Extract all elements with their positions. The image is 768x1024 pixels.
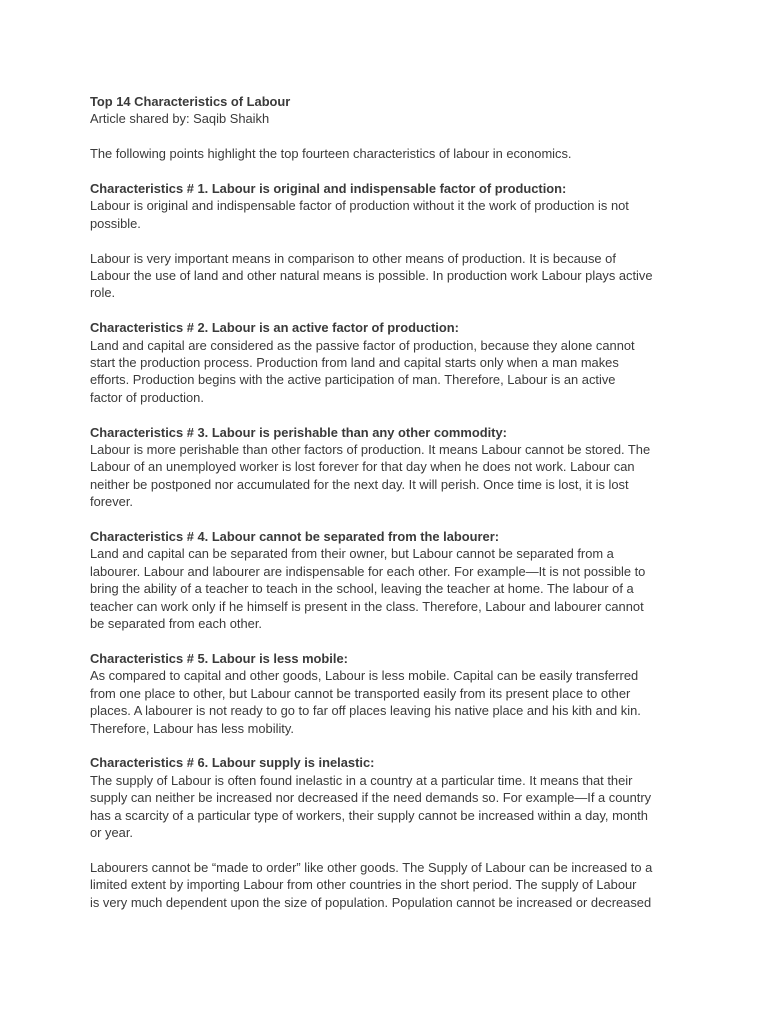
paragraph-line: supply can neither be increased nor decreased if the need demands so. For example—If a country	[90, 790, 652, 806]
spacer	[90, 841, 680, 858]
paragraph-line: Labourers cannot be “made to order” like other goods. The Supply of Labour can be increased to a	[90, 859, 653, 875]
paragraph-line: neither be postponed nor accumulated for the next day. It will perish. Once time is lost, it is lost	[90, 476, 629, 492]
spacer	[90, 633, 680, 650]
paragraph-line: Land and capital can be separated from their owner, but Labour cannot be separated from a	[90, 546, 614, 562]
paragraph-line: Labour is original and indispensable factor of production without it the work of production is not	[90, 198, 629, 214]
paragraph-line: forever.	[90, 494, 133, 510]
paragraph-line: As compared to capital and other goods, Labour is less mobile. Capital can be easily transferred	[90, 668, 639, 684]
paragraph-line: Labour the use of land and other natural means is possible. In production work Labour plays active	[90, 268, 653, 284]
section-heading-3: Characteristics # 3. Labour is perishable than any other commodity:	[90, 424, 507, 440]
section-heading-2: Characteristics # 2. Labour is an active factor of production:	[90, 320, 459, 336]
section-heading-4: Characteristics # 4. Labour cannot be separated from the labourer:	[90, 529, 500, 545]
paragraph-line: Labour of an unemployed worker is lost forever for that day when he does not work. Labour can	[90, 459, 635, 475]
spacer	[90, 128, 680, 145]
paragraph-line: be separated from each other.	[90, 616, 262, 632]
paragraph-line: Labour is very important means in comparison to other means of production. It is because of	[90, 250, 616, 266]
spacer	[90, 232, 680, 249]
paragraph-line: labourer. Labour and labourer are indispensable for each other. For example—It is not possible to	[90, 563, 646, 579]
spacer	[90, 302, 680, 319]
paragraph-line: is very much dependent upon the size of population. Population cannot be increased or decreased	[90, 894, 652, 910]
paragraph-line: factor of production.	[90, 389, 204, 405]
paragraph-line: start the production process. Production from land and capital starts only when a man makes	[90, 355, 619, 371]
paragraph-line: Labour is more perishable than other factors of production. It means Labour cannot be stored. The	[90, 442, 651, 458]
section-heading-6: Characteristics # 6. Labour supply is inelastic:	[90, 755, 375, 771]
paragraph-line: The supply of Labour is often found inelastic in a country at a particular time. It means that their	[90, 772, 633, 788]
section-heading-5: Characteristics # 5. Labour is less mobile:	[90, 650, 348, 666]
spacer	[90, 737, 680, 754]
paragraph-line: efforts. Production begins with the active participation of man. Therefore, Labour is an active	[90, 372, 616, 388]
spacer	[90, 163, 680, 180]
paragraph-line: has a scarcity of a particular type of workers, their supply cannot be increased within a day, month	[90, 807, 648, 823]
paragraph-line: Therefore, Labour has less mobility.	[90, 720, 294, 736]
article-title: Top 14 Characteristics of Labour	[90, 94, 291, 109]
section-heading-1: Characteristics # 1. Labour is original and indispensable factor of production:	[90, 181, 567, 196]
paragraph-line: teacher can work only if he himself is present in the class. Therefore, Labour and labourer cannot	[90, 598, 644, 614]
spacer	[90, 406, 680, 423]
article-byline: Article shared by: Saqib Shaikh	[90, 111, 270, 127]
paragraph-line: possible.	[90, 215, 141, 231]
paragraph-line: Land and capital are considered as the passive factor of production, because they alone cannot	[90, 337, 635, 353]
paragraph-line: or year.	[90, 824, 133, 840]
paragraph-line: bring the ability of a teacher to teach in the school, leaving the teacher at home. The labour of a	[90, 581, 634, 597]
paragraph-line: role.	[90, 285, 116, 301]
article-intro: The following points highlight the top fourteen characteristics of labour in economics.	[90, 146, 572, 162]
paragraph-line: limited extent by importing Labour from other countries in the short period. The supply of Labour	[90, 877, 637, 893]
spacer	[90, 511, 680, 528]
paragraph-line: places. A labourer is not ready to go to far off places leaving his native place and his kith and kin.	[90, 703, 641, 719]
paragraph-line: from one place to other, but Labour cannot be transported easily from its present place to other	[90, 685, 631, 701]
document-page	[90, 93, 680, 911]
